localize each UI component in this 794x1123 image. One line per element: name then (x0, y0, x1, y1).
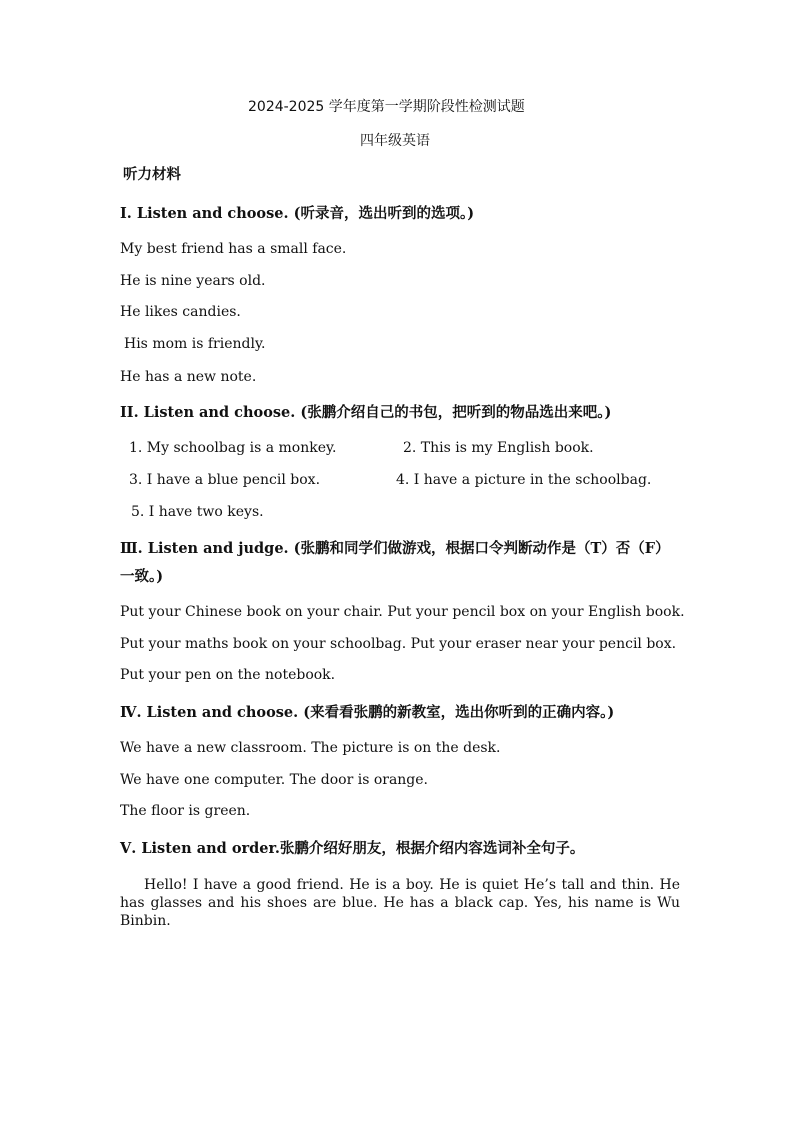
part2-heading: II. Listen and choose. (张鹏介绍自己的书包，把听到的物品选出来吧。) (120, 404, 612, 421)
part4-heading: Ⅳ. Listen and choose. (来看看张鹏的新教室，选出你听到的正确内容。) (120, 704, 615, 721)
part4-line: We have one computer. The door is orange. (120, 772, 429, 788)
part2-item: 1. My schoolbag is a monkey. (129, 440, 337, 456)
part3-line: Put your maths book on your schoolbag. Put your eraser near your pencil box. (120, 636, 677, 652)
part3-heading-cont: 一致。) (120, 568, 164, 585)
part1-line: His mom is friendly. (124, 336, 266, 352)
part1-line: He likes candies. (120, 304, 241, 320)
part4-line: The floor is green. (120, 803, 251, 819)
part5-paragraph: Hello! I have a good friend. He is a boy. He is quiet He’s tall and thin. He has glasses and his shoes are blue. He has a black cap. Yes, his name is Wu Binbin. (120, 877, 680, 929)
section-label: 听力材料 (123, 166, 181, 183)
document-subtitle: 四年级英语 (360, 133, 430, 149)
part5-heading: Ⅴ. Listen and order.张鹏介绍好朋友，根据介绍内容选词补全句子。 (120, 840, 585, 857)
part1-line: He is nine years old. (120, 273, 266, 289)
part3-heading: Ⅲ. Listen and judge. (张鹏和同学们做游戏，根据口令判断动作是（T）否（F） (120, 540, 670, 557)
part4-line: We have a new classroom. The picture is on the desk. (120, 740, 501, 756)
part2-item: 3. I have a blue pencil box. (129, 472, 321, 488)
part2-item: 2. This is my English book. (403, 440, 594, 456)
part1-heading: I. Listen and choose. (听录音，选出听到的选项。) (120, 205, 475, 222)
document-title: 2024-2025 学年度第一学期阶段性检测试题 (248, 99, 525, 115)
part3-line: Put your pen on the notebook. (120, 667, 336, 683)
part2-item: 5. I have two keys. (131, 504, 264, 520)
part2-item: 4. I have a picture in the schoolbag. (396, 472, 652, 488)
part1-line: My best friend has a small face. (120, 241, 347, 257)
part3-line: Put your Chinese book on your chair. Put your pencil box on your English book. (120, 604, 685, 620)
part1-line: He has a new note. (120, 369, 257, 385)
